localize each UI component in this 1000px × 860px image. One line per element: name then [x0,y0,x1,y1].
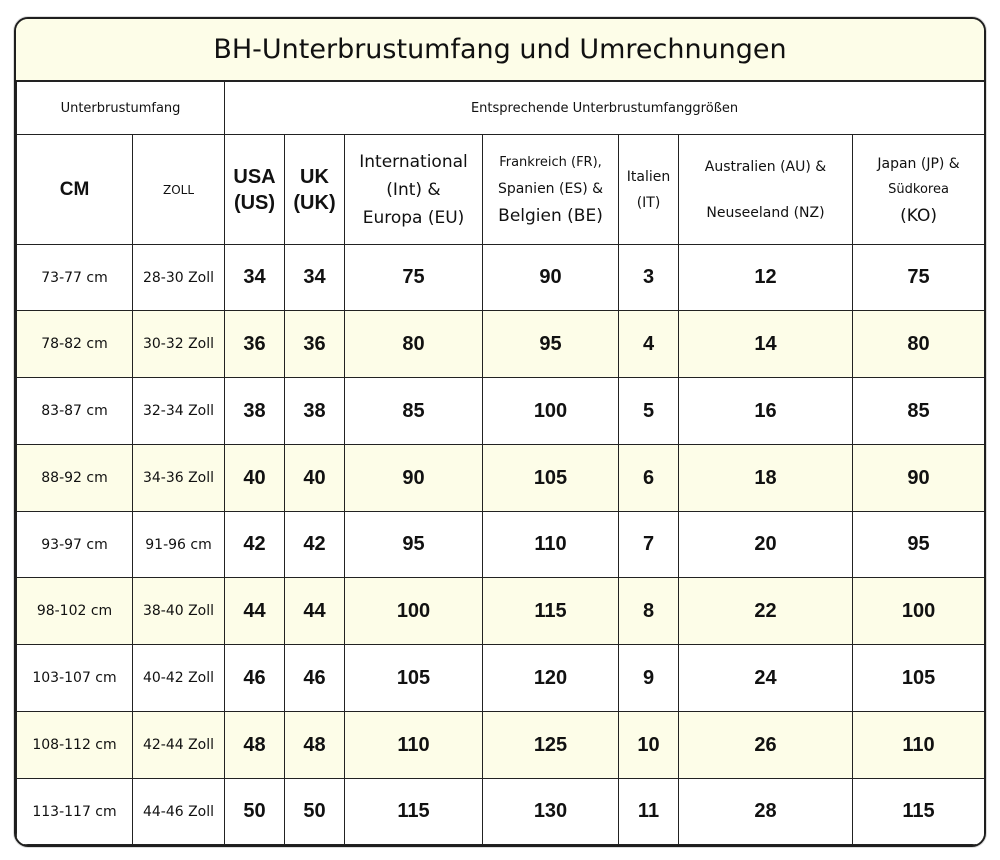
header-it-line-2: (IT) [636,194,661,211]
cell-cm: 78-82 cm [17,311,133,378]
cell-zoll: 32-34 Zoll [133,378,225,445]
cell-jp: 85 [853,378,985,445]
cell-uk: 36 [285,311,345,378]
size-conversion-table [16,81,985,845]
header-cm: CM [17,135,133,245]
cell-au: 18 [679,445,853,512]
size-chart-frame [14,17,986,847]
cell-fr: 100 [483,378,619,445]
cell-cm: 73-77 cm [17,245,133,311]
cell-uk: 42 [285,512,345,578]
cell-it: 11 [619,779,679,845]
cell-it: 7 [619,512,679,578]
header-france [483,135,619,245]
cell-us: 34 [225,245,285,311]
table-row [17,712,985,779]
cell-uk: 50 [285,779,345,845]
cell-cm: 108-112 cm [17,712,133,779]
cell-au: 20 [679,512,853,578]
cell-fr: 105 [483,445,619,512]
header-fr-line-1: Frankreich (FR), [499,155,602,170]
table-row [17,445,985,512]
cell-au: 28 [679,779,853,845]
cell-it: 3 [619,245,679,311]
cell-cm: 98-102 cm [17,578,133,645]
cell-au: 26 [679,712,853,779]
cell-cm: 113-117 cm [17,779,133,845]
header-usa-line-2: (US) [233,191,276,214]
cell-fr: 110 [483,512,619,578]
header-international [345,135,483,245]
header-usa [225,135,285,245]
table-row [17,311,985,378]
cell-fr: 90 [483,245,619,311]
cell-zoll: 38-40 Zoll [133,578,225,645]
cell-jp: 90 [853,445,985,512]
cell-uk: 48 [285,712,345,779]
cell-au: 12 [679,245,853,311]
header-au-line-1: Australien (AU) & [704,158,827,175]
cell-jp: 105 [853,645,985,712]
cell-fr: 125 [483,712,619,779]
cell-us: 50 [225,779,285,845]
header-int-line-1: International [359,151,468,172]
cell-zoll: 40-42 Zoll [133,645,225,712]
header-fr-line-3: Belgien (BE) [498,206,603,226]
cell-eu: 110 [345,712,483,779]
header-jp-line-1: Japan (JP) & [877,155,960,172]
cell-eu: 75 [345,245,483,311]
cell-uk: 40 [285,445,345,512]
cell-it: 9 [619,645,679,712]
header-it-line-1: Italien [626,168,671,185]
cell-au: 14 [679,311,853,378]
cell-au: 22 [679,578,853,645]
cell-eu: 85 [345,378,483,445]
header-zoll: ZOLL [133,135,225,245]
header-australia [679,135,853,245]
cell-uk: 44 [285,578,345,645]
cell-cm: 83-87 cm [17,378,133,445]
header-au-line-2: Neuseeland (NZ) [706,204,825,221]
header-int-line-2: (Int) & [386,179,441,200]
table-row [17,512,985,578]
header-japan [853,135,985,245]
header-jp-line-3: (KO) [900,205,937,226]
header-usa-line-1: USA [233,165,276,188]
table-row [17,578,985,645]
header-uk [285,135,345,245]
header-jp-line-2: Südkorea [888,181,949,197]
header-uk-line-2: (UK) [293,191,336,214]
header-italy [619,135,679,245]
cell-us: 38 [225,378,285,445]
cell-us: 36 [225,311,285,378]
cell-it: 5 [619,378,679,445]
cell-fr: 95 [483,311,619,378]
cell-uk: 34 [285,245,345,311]
table-row [17,779,985,845]
cell-eu: 80 [345,311,483,378]
cell-jp: 75 [853,245,985,311]
group-header-underbust: Unterbrustumfang [17,82,225,135]
cell-it: 6 [619,445,679,512]
cell-jp: 115 [853,779,985,845]
cell-au: 24 [679,645,853,712]
table-row [17,378,985,445]
cell-eu: 95 [345,512,483,578]
cell-cm: 88-92 cm [17,445,133,512]
cell-it: 10 [619,712,679,779]
header-fr-line-2: Spanien (ES) & [497,181,604,197]
cell-jp: 110 [853,712,985,779]
cell-fr: 130 [483,779,619,845]
table-row [17,645,985,712]
cell-jp: 100 [853,578,985,645]
group-header-sizes: Entsprechende Unterbrustumfanggrößen [225,82,985,135]
cell-us: 40 [225,445,285,512]
header-uk-line-1: UK [300,165,329,188]
cell-zoll: 91-96 cm [133,512,225,578]
cell-it: 8 [619,578,679,645]
cell-zoll: 42-44 Zoll [133,712,225,779]
cell-uk: 46 [285,645,345,712]
header-int-line-3: Europa (EU) [362,207,465,228]
cell-us: 42 [225,512,285,578]
cell-jp: 80 [853,311,985,378]
cell-us: 48 [225,712,285,779]
cell-zoll: 44-46 Zoll [133,779,225,845]
cell-eu: 115 [345,779,483,845]
table-row [17,245,985,311]
cell-zoll: 34-36 Zoll [133,445,225,512]
cell-au: 16 [679,378,853,445]
cell-us: 46 [225,645,285,712]
cell-us: 44 [225,578,285,645]
cell-eu: 105 [345,645,483,712]
cell-jp: 95 [853,512,985,578]
cell-it: 4 [619,311,679,378]
group-header-row [17,82,985,135]
column-header-row [17,135,985,245]
cell-zoll: 28-30 Zoll [133,245,225,311]
cell-fr: 115 [483,578,619,645]
cell-eu: 90 [345,445,483,512]
cell-uk: 38 [285,378,345,445]
cell-zoll: 30-32 Zoll [133,311,225,378]
chart-title: BH-Unterbrustumfang und Umrechnungen [16,19,984,81]
cell-eu: 100 [345,578,483,645]
cell-cm: 93-97 cm [17,512,133,578]
cell-fr: 120 [483,645,619,712]
cell-cm: 103-107 cm [17,645,133,712]
